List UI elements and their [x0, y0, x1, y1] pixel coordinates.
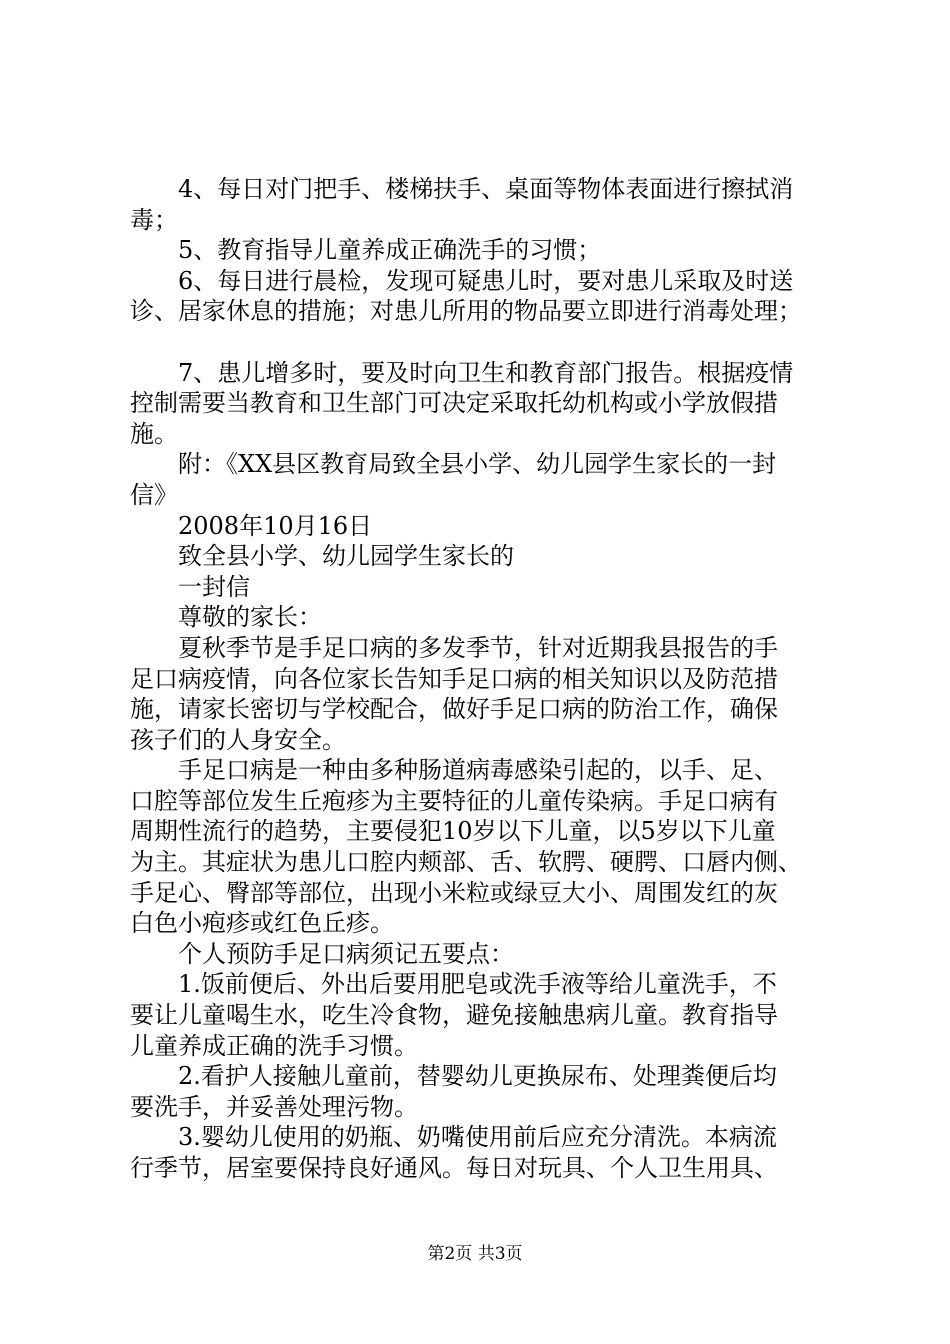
text-line: 致全县小学、幼儿园学生家长的: [178, 542, 514, 571]
text-line: 足口病疫情，向各位家长告知手足口病的相关知识以及防范措: [130, 664, 778, 693]
text-line: 要让儿童喝生水，吃生冷食物，避免接触患病儿童。教育指导: [130, 1001, 778, 1030]
text-line: 孩子们的人身安全。: [130, 725, 346, 754]
text-line: 夏秋季节是手足口病的多发季节，针对近期我县报告的手: [178, 633, 778, 662]
text-line: 7、患儿增多时，要及时向卫生和教育部门报告。根据疫情: [178, 358, 794, 387]
text-line: 一封信: [178, 572, 250, 601]
document-body: [130, 174, 842, 1184]
text-line: 周期性流行的趋势，主要侵犯10岁以下儿童，以5岁以下儿童: [130, 817, 776, 846]
text-line: 信》: [130, 480, 178, 509]
text-line: 6、每日进行晨检，发现可疑患儿时，要对患儿采取及时送: [178, 266, 794, 295]
text-line: 3.婴幼儿使用的奶瓶、奶嘴使用前后应充分清洗。本病流: [178, 1123, 777, 1152]
text-line: 施。: [130, 419, 178, 448]
text-line: 附：《XX县区教育局致全县小学、幼儿园学生家长的一封: [178, 450, 777, 479]
text-line: 施，请家长密切与学校配合，做好手足口病的防治工作，确保: [130, 695, 778, 724]
blank-line: [130, 327, 842, 358]
text-line: 为主。其症状为患儿口腔内颊部、舌、软腭、硬腭、口唇内侧、: [130, 848, 802, 877]
text-line: 2008年10月16日: [178, 511, 373, 540]
text-line: 诊、居家休息的措施；对患儿所用的物品要立即进行消毒处理；: [130, 297, 802, 326]
text-line: 口腔等部位发生丘疱疹为主要特征的儿童传染病。手足口病有: [130, 786, 778, 815]
text-line: 白色小疱疹或红色丘疹。: [130, 909, 394, 938]
page-footer: 第2页 共3页: [427, 1244, 523, 1264]
text-line: 个人预防手足口病须记五要点：: [178, 939, 514, 968]
text-line: 4、每日对门把手、楼梯扶手、桌面等物体表面进行擦拭消: [178, 175, 794, 203]
text-line: 毒；: [130, 205, 178, 234]
text-line: 5、教育指导儿童养成正确洗手的习惯；: [178, 236, 602, 265]
text-line: 控制需要当教育和卫生部门可决定采取托幼机构或小学放假措: [130, 389, 778, 418]
text-line: 儿童养成正确的洗手习惯。: [130, 1031, 418, 1060]
text-line: 要洗手，并妥善处理污物。: [130, 1092, 418, 1121]
text-line: 手足心、臀部等部位，出现小米粒或绿豆大小、周围发红的灰: [130, 878, 778, 907]
text-line: 手足口病是一种由多种肠道病毒感染引起的，以手、足、: [178, 756, 778, 785]
text-line: 行季节，居室要保持良好通风。每日对玩具、个人卫生用具、: [130, 1154, 778, 1182]
text-line: 尊敬的家长：: [178, 603, 322, 632]
text-line: 1.饭前便后、外出后要用肥皂或洗手液等给儿童洗手，不: [178, 970, 777, 999]
text-line: 2.看护人接触儿童前，替婴幼儿更换尿布、处理粪便后均: [178, 1062, 777, 1091]
